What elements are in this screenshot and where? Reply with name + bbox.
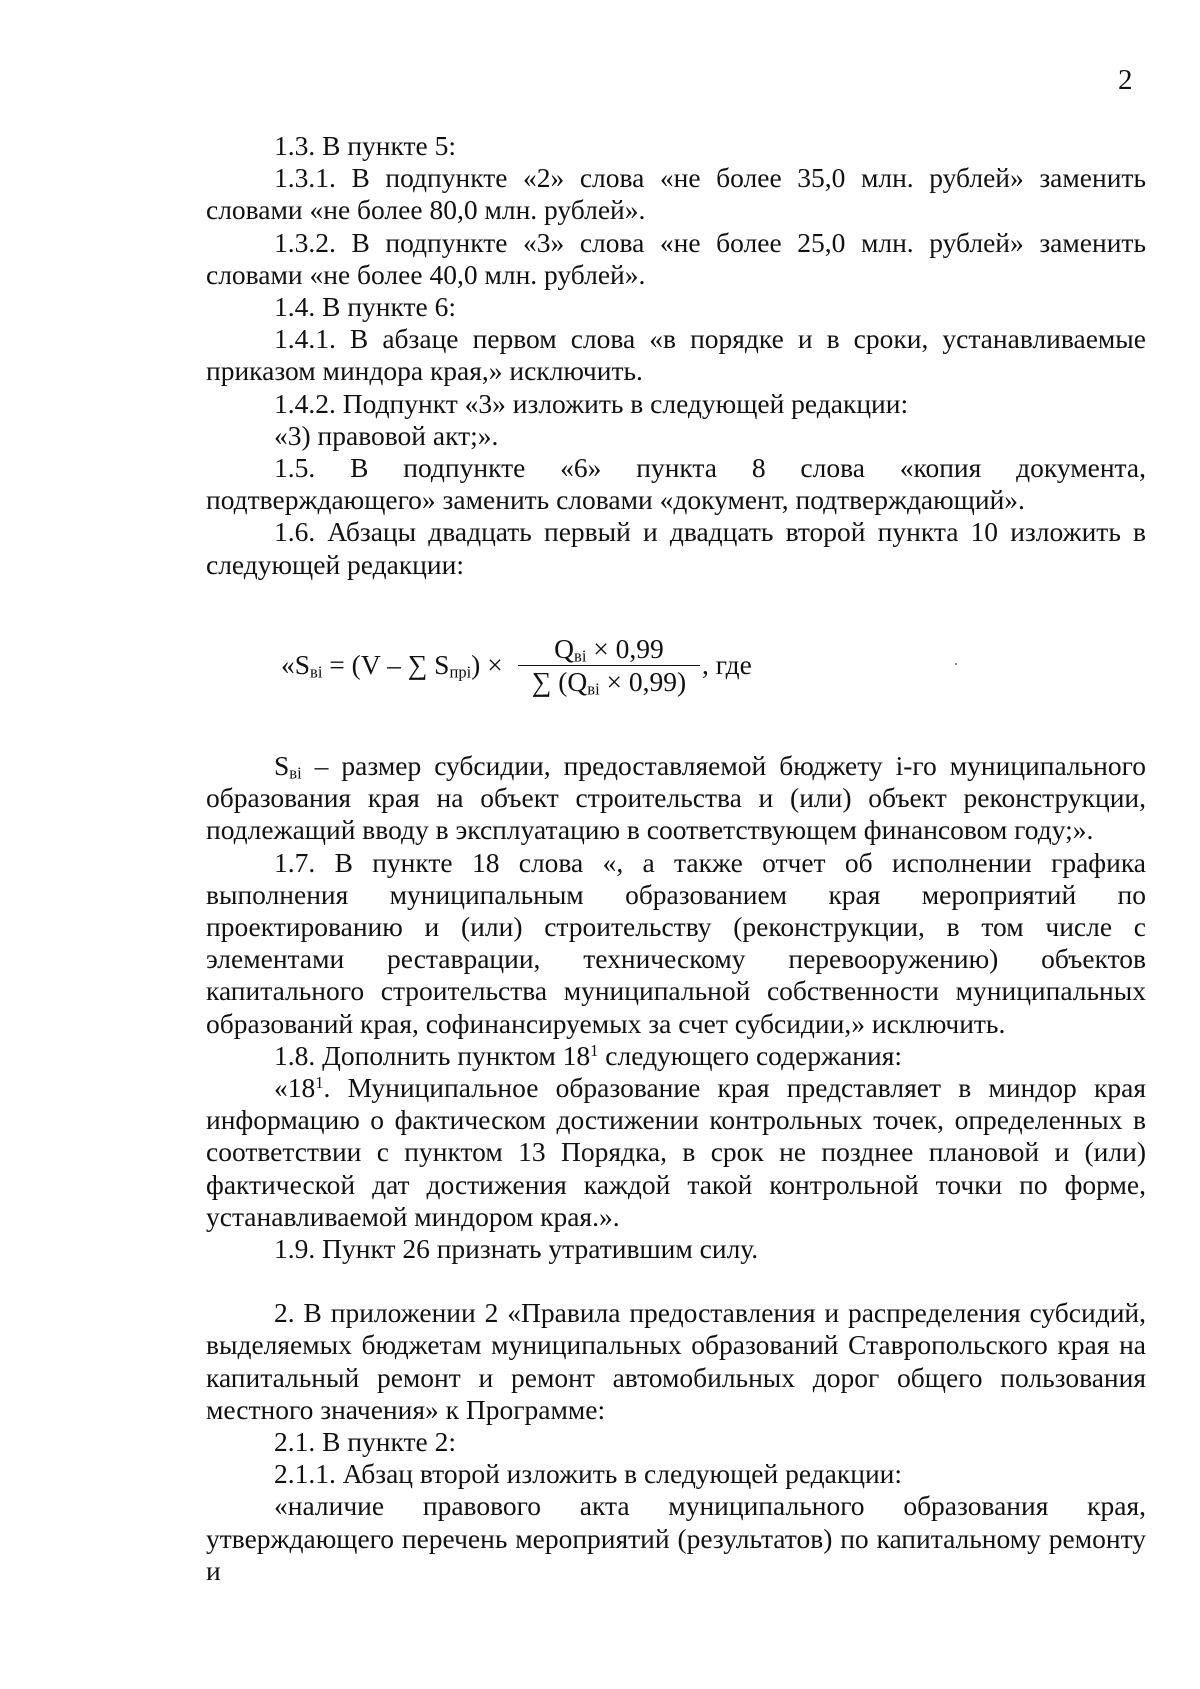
paragraph: 1.3.2. В подпункте «3» слова «не более 25,0 млн. рублей» заменить словами «не более 40,0 млн. рублей». — [206, 226, 1146, 290]
formula-denominator: ∑ $(Q_{вi} \times 0,99)$ — [531, 666, 687, 699]
amendments-block-1 — [206, 130, 1146, 581]
formula-numerator: $Q_{вi} \times 0,99$ — [518, 634, 700, 666]
paragraph: 1.3. В пункте 5: — [274, 130, 457, 161]
paragraph: 1.5. В подпункте «6» пункта 8 слова «копия документа, подтверждающего» заменить словами «документ, подтверждающий». — [206, 452, 1146, 516]
paragraph: 1.4.2. Подпункт «3» изложить в следующей редакции: — [274, 387, 909, 419]
paragraph: «3) правовой акт;». — [274, 419, 499, 451]
paragraph: 2. В приложении 2 «Правила предоставления и распределения субсидий, выделяемых бюджетам муниципальных образований Ставропольского края на капитальный ремонт и ремонт автомобильных дорог общего пользования местного значения» к Программе: — [206, 1297, 1146, 1425]
paragraph-1-8: 1.8. Дополнить пунктом $18^1$ следующего содержания: — [274, 1039, 902, 1071]
formula-where: , где — [702, 649, 752, 680]
formula-left: «$S_{вi} = (V$ – ∑ $S_{прi}$) × — [281, 649, 503, 682]
paragraph: 1.6. Абзацы двадцать первый и двадцать второй пункта 10 изложить в следующей редакции: — [206, 516, 1146, 580]
paragraph-1-9: 1.9. Пункт 26 признать утратившим силу. — [274, 1233, 759, 1265]
paragraph: 2.1.1. Абзац второй изложить в следующей редакции: — [274, 1458, 903, 1490]
formula-fraction — [518, 634, 700, 697]
paragraph-18-1-content: «$18^1$. Муниципальное образование края представляет в миндор края информацию о фактическом достижении контрольных точек, определенных в соответствии с пунктом 13 Порядка, в срок не позднее плановой и (или) фактической дат достижения каждой такой контрольной точки по форме, устанавливаемой миндором края.». — [206, 1072, 1146, 1232]
sbi-definition: $S_{вi}$ – размер субсидии, предоставляемой бюджету i-го муниципального образования края на объект строительства и (или) объект реконструкции, подлежащий вводу в эксплуатацию в соответствующем финансовом году;». — [206, 750, 1146, 846]
paragraph: 1.4. В пункте 6: — [274, 291, 457, 323]
paragraph: «наличие правового акта муниципального образования края, утверждающего перечень мероприятий (результатов) по капитальному ремонту и — [206, 1490, 1146, 1586]
paragraph: 1.4.1. В абзаце первом слова «в порядке и в сроки, устанавливаемые приказом миндора края,» исключить. — [206, 323, 1146, 387]
scan-speck — [955, 663, 957, 665]
amendments-block-1-cont — [206, 750, 1146, 1587]
subsidy-formula — [281, 634, 841, 714]
page-number: 2 — [1118, 64, 1133, 96]
paragraph-1-7: 1.7. В пункте 18 слова «, а также отчет об исполнении графика выполнения муниципальным образованием края мероприятий по проектированию и (или) строительству (реконструкции, в том числе с элементами реставрации, техническому перевооружению) объектов капитального строительства муниципальной собственности муниципальных образований края, софинансируемых за счет субсидии,» исключить. — [206, 846, 1146, 1039]
paragraph: 1.3.1. В подпункте «2» слова «не более 35,0 млн. рублей» заменить словами «не более 80,0 млн. рублей». — [206, 162, 1146, 226]
paragraph: 2.1. В пункте 2: — [274, 1426, 457, 1458]
